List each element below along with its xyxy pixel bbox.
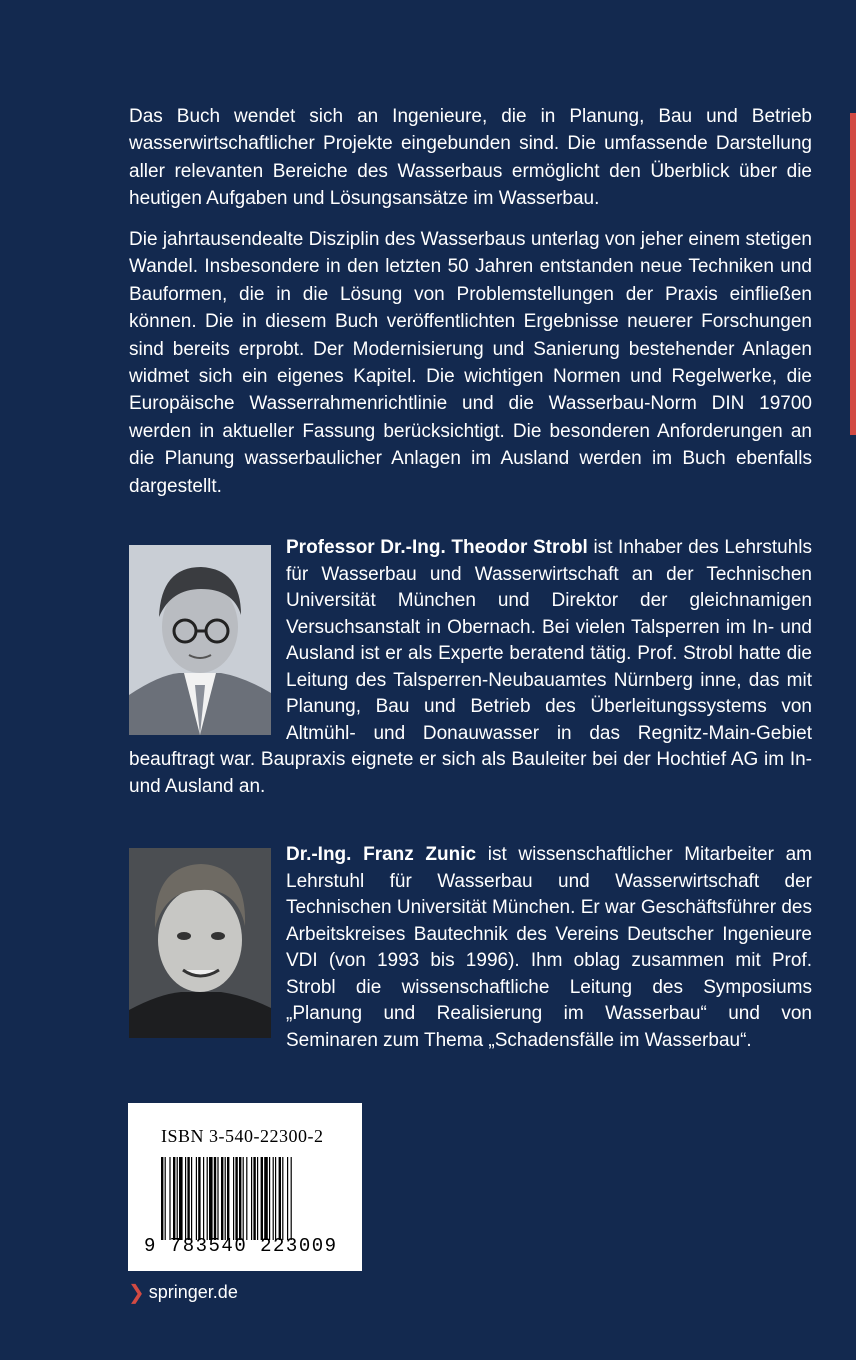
publisher-link[interactable]: [128, 1280, 238, 1305]
chevron-right-icon: ❯: [128, 1282, 145, 1304]
author-name-strobl: Professor Dr.-Ing. Theodor Strobl: [286, 537, 588, 558]
publisher-url: springer.de: [148, 1282, 238, 1302]
author-name-zunic: Dr.-Ing. Franz Zunic: [286, 844, 477, 865]
spine-accent-stripe: [850, 113, 856, 435]
barcode-icon: [161, 1157, 333, 1240]
author-bio-zunic: [129, 842, 812, 1054]
isbn-label: ISBN 3-540-22300-2: [161, 1126, 324, 1146]
description-paragraph: [129, 226, 812, 500]
author-bio-text-strobl: ist Inhaber des Lehrstuhls für Wasserbau und Wasserwirtschaft an der Technischen Universität München und Direktor der gleichnamigen Versuchsanstalt in Obernach. Bei vielen Talsperren im In- und Ausland ist er als Experte beratend tätig. Prof. Strobl hatte die Leitung des Talsperren-Neubauamtes Nürnberg inne, das mit Planung, Bau und Betrieb des Überleitungssystems von Altmühl- und Donauwasser in das Regnitz-Main-Gebiet beauftragt war. Baupraxis eignete er sich als Bauleiter bei der Hochtief AG im In- und Ausland an.: [129, 537, 812, 797]
isbn-barcode-box: [128, 1103, 362, 1271]
isbn-digits: 9 783540 223009: [144, 1235, 338, 1257]
author-bio-text-zunic: ist wissenschaftlicher Mitarbeiter am Lehrstuhl für Wasserbau und Wasserwirtschaft der Technischen Universität München. Er war Geschäftsführer des Arbeitskreises Bautechnik des Vereins Deutscher Ingenieure VDI (von 1993 bis 1996). Ihm oblag zusammen mit Prof. Strobl die wissenschaftliche Leitung des Symposiums „Planung und Realisierung im Wasserbau“ und von Seminaren zum Thema „Schadensfälle im Wasserbau“.: [286, 844, 812, 1051]
intro-paragraph: [129, 103, 812, 213]
description-text: Die jahrtausendealte Disziplin des Wasserbaus unterlag von jeher einem stetigen Wandel. Insbesondere in den letzten 50 Jahren entstanden neue Techniken und Bauformen, die in die Lösung von Problemstellungen der Praxis einfließen können. Die in diesem Buch veröffentlichten Ergebnisse neuerer Forschungen sind bereits erprobt. Der Modernisierung und Sanierung bestehender Anlagen widmet sich ein eigenes Kapitel. Die wichtigen Normen und Regelwerke, die Europäische Wasserrahmenrichtlinie und die Wasserbau-Norm DIN 19700 werden in aktueller Fassung berücksichtigt. Die besonderen Anforderungen an die Planung wasserbaulicher Anlagen im Ausland werden im Buch ebenfalls dargestellt.: [129, 229, 812, 497]
author-bio-strobl: [129, 535, 812, 800]
intro-text: Das Buch wendet sich an Ingenieure, die in Planung, Bau und Betrieb wasserwirtschaftlicher Projekte eingebunden sind. Die umfassende Darstellung aller relevanten Bereiche des Wasserbaus ermöglicht den Überblick über die heutigen Aufgaben und Lösungsansätze im Wasserbau.: [129, 106, 812, 210]
